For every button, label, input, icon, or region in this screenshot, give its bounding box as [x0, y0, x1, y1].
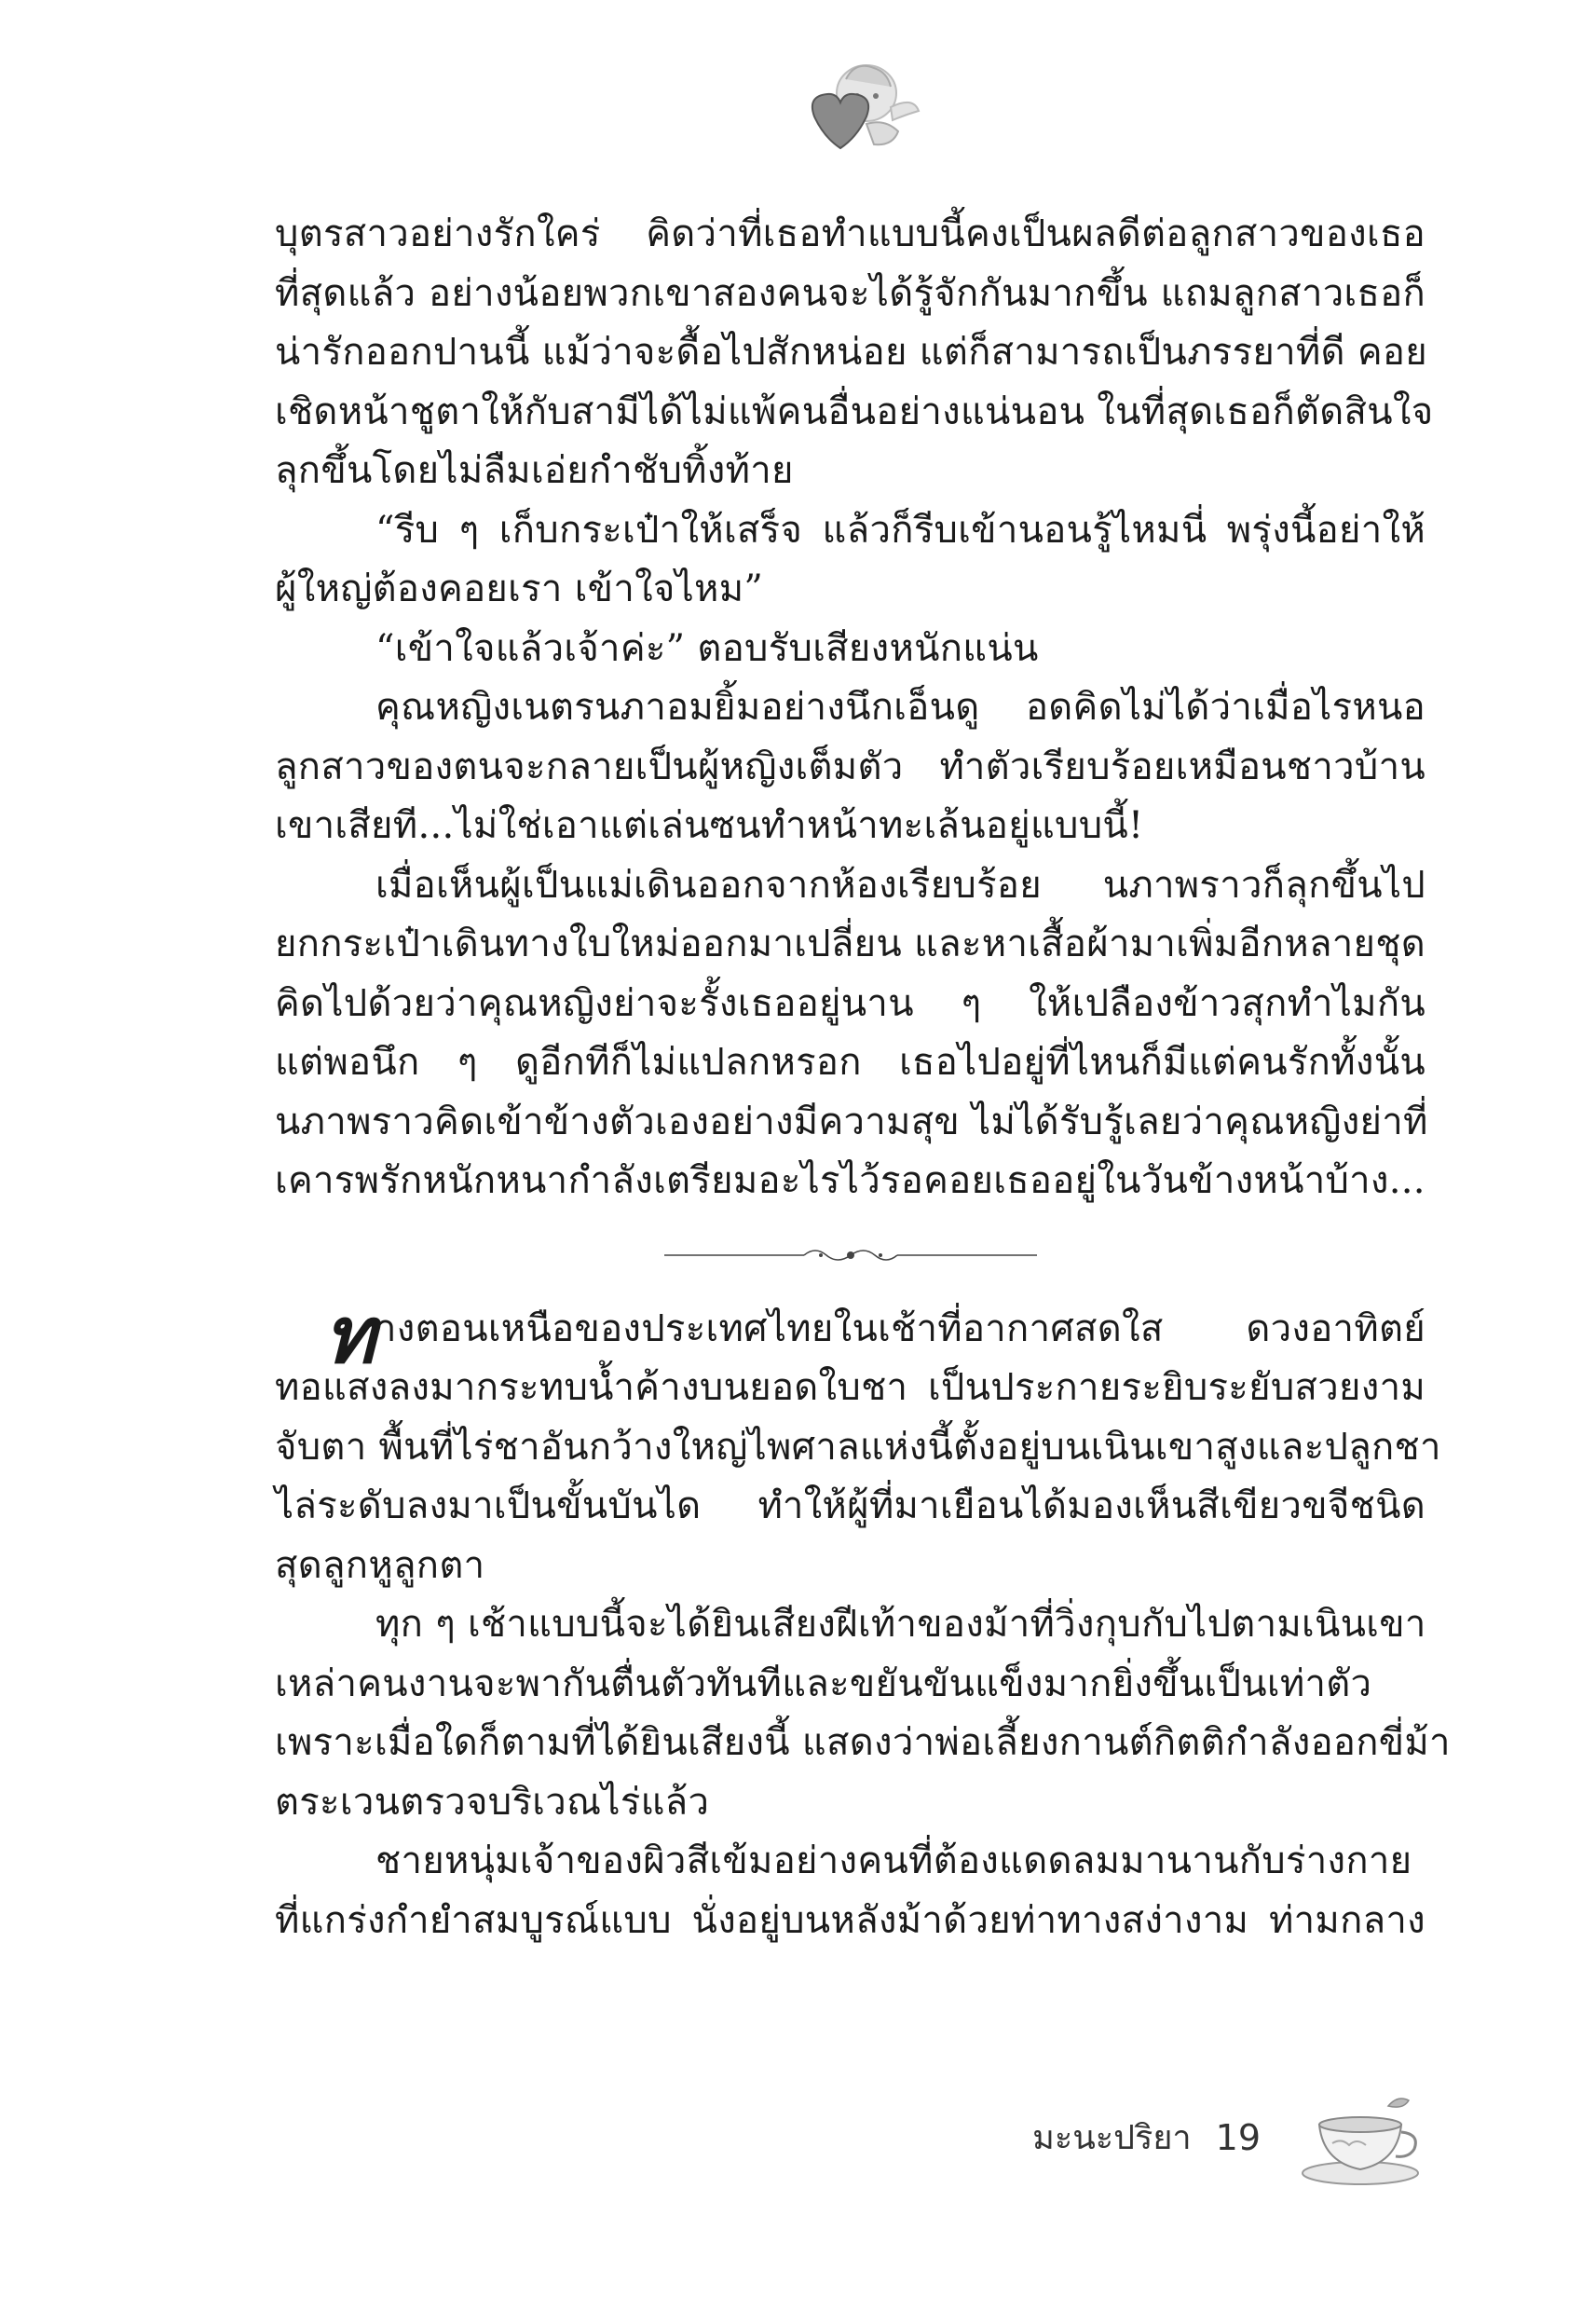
text-line: างตอนเหนือของประเทศไทยในเช้าที่อากาศสดใส ดวงอาทิตย์: [375, 1306, 1425, 1350]
text-line: แต่พอนึก ๆ ดูอีกทีก็ไม่แปลกหรอก เธอไปอยู่ที่ไหนก็มีแต่คนรักทั้งนั้น: [275, 1041, 1425, 1084]
page-footer: [1032, 2111, 1261, 2164]
paragraph: [275, 205, 1434, 501]
paragraph: [275, 1595, 1451, 1832]
text-line: “เข้าใจแล้วเจ้าค่ะ” ตอบรับเสียงหนักแน่น: [375, 626, 1039, 670]
text-line: คุณหญิงเนตรนภาอมยิ้มอย่างนึกเอ็นดู อดคิดไม่ได้ว่าเมื่อไรหนอ: [375, 686, 1425, 729]
text-line: เพราะเมื่อใดก็ตามที่ได้ยินเสียงนี้ แสดงว่าพ่อเลี้ยงกานต์กิตติกำลังออกขี่ม้า: [275, 1721, 1451, 1764]
text-line: เชิดหน้าชูตาให้กับสามีได้ไม่แพ้คนอื่นอย่างแน่นอน ในที่สุดเธอก็ตัดสินใจ: [275, 390, 1434, 433]
text-line: “รีบ ๆ เก็บกระเป๋าให้เสร็จ แล้วก็รีบเข้านอนรู้ไหมนี่ พรุ่งนี้อย่าให้: [375, 508, 1425, 552]
text-line: สุดลูกหูลูกตา: [275, 1543, 485, 1587]
text-line: เคารพรักหนักหนากำลังเตรียมอะไรไว้รอคอยเธออยู่ในวันข้างหน้าบ้าง...: [275, 1159, 1425, 1202]
section-separator: [275, 1211, 1425, 1300]
book-title: มะนะปริยา: [1032, 2119, 1192, 2157]
text-line: น่ารักออกปานนี้ แม้ว่าจะดื้อไปสักหน่อย แต่ก็สามารถเป็นภรรยาที่ดี คอย: [275, 331, 1427, 374]
section-opening-line: [275, 1289, 1425, 1381]
drop-cap: ท: [323, 1289, 375, 1381]
text-line: บุตรสาวอย่างรักใคร่ คิดว่าที่เธอทำแบบนี้คงเป็นผลดีต่อลูกสาวของเธอ: [275, 212, 1425, 255]
teacup-icon: [1295, 2087, 1425, 2190]
text-line: จับตา พื้นที่ไร่ชาอันกว้างใหญ่ไพศาลแห่งนี้ตั้งอยู่บนเนินเขาสูงและปลูกชา: [275, 1425, 1441, 1469]
text-line: ทอแสงลงมากระทบน้ำค้างบนยอดใบชา เป็นประกายระยิบระยับสวยงาม: [275, 1366, 1425, 1409]
text-line: ทุก ๆ เช้าแบบนี้จะได้ยินเสียงฝีเท้าของม้าที่วิ่งกุบกับไปตามเนินเขา: [375, 1603, 1426, 1646]
text-line: ลูกสาวของตนจะกลายเป็นผู้หญิงเต็มตัว ทำตัวเรียบร้อยเหมือนชาวบ้าน: [275, 745, 1425, 788]
text-line: นภาพราวคิดเข้าข้างตัวเองอย่างมีความสุข ไม่ได้รับรู้เลยว่าคุณหญิงย่าที่: [275, 1100, 1428, 1143]
paragraph: [275, 620, 1425, 679]
text-line: ตระเวนตรวจบริเวณไร่แล้ว: [275, 1780, 710, 1824]
text-line: คิดไปด้วยว่าคุณหญิงย่าจะรั้งเธออยู่นาน ๆ ให้เปลืองข้าวสุกทำไมกัน: [275, 981, 1425, 1025]
text-line: เหล่าคนงานจะพากันตื่นตัวทันทีและขยันขันแข็งมากยิ่งขึ้นเป็นเท่าตัว: [275, 1661, 1372, 1705]
paragraph: [275, 1359, 1441, 1595]
text-line: เมื่อเห็นผู้เป็นแม่เดินออกจากห้องเรียบร้อย นภาพราวก็ลุกขึ้นไป: [375, 863, 1425, 907]
paragraph: [275, 1832, 1425, 1950]
paragraph: [275, 856, 1428, 1211]
cherub-with-heart-icon: [801, 51, 922, 163]
paragraph: [275, 678, 1425, 856]
text-line: ที่แกร่งกำยำสมบูรณ์แบบ นั่งอยู่บนหลังม้าด้วยท่าทางสง่างาม ท่ามกลาง: [275, 1898, 1425, 1942]
text-line: ชายหนุ่มเจ้าของผิวสีเข้มอย่างคนที่ต้องแดดลมมานานกับร่างกาย: [375, 1839, 1412, 1882]
page-number: 19: [1215, 2116, 1261, 2158]
text-line: ผู้ใหญ่ต้องคอยเรา เข้าใจไหม”: [275, 567, 764, 610]
text-line: ที่สุดแล้ว อย่างน้อยพวกเขาสองคนจะได้รู้จักกันมากขึ้น แถมลูกสาวเธอก็: [275, 271, 1425, 315]
text-line: ไล่ระดับลงมาเป็นขั้นบันได ทำให้ผู้ที่มาเยือนได้มองเห็นสีเขียวขจีชนิด: [275, 1484, 1425, 1527]
text-line: ยกกระเป๋าเดินทางใบใหม่ออกมาเปลี่ยน และหาเสื้อผ้ามาเพิ่มอีกหลายชุด: [275, 923, 1425, 965]
flourish-divider-icon: [664, 1237, 1037, 1274]
page-text: [275, 205, 1451, 1950]
text-line: เขาเสียที...ไม่ใช่เอาแต่เล่นซนทำหน้าทะเล้นอยู่แบบนี้!: [275, 804, 1144, 847]
paragraph: [275, 501, 1425, 620]
text-line: ลุกขึ้นโดยไม่ลืมเอ่ยกำชับทิ้งท้าย: [275, 449, 794, 492]
